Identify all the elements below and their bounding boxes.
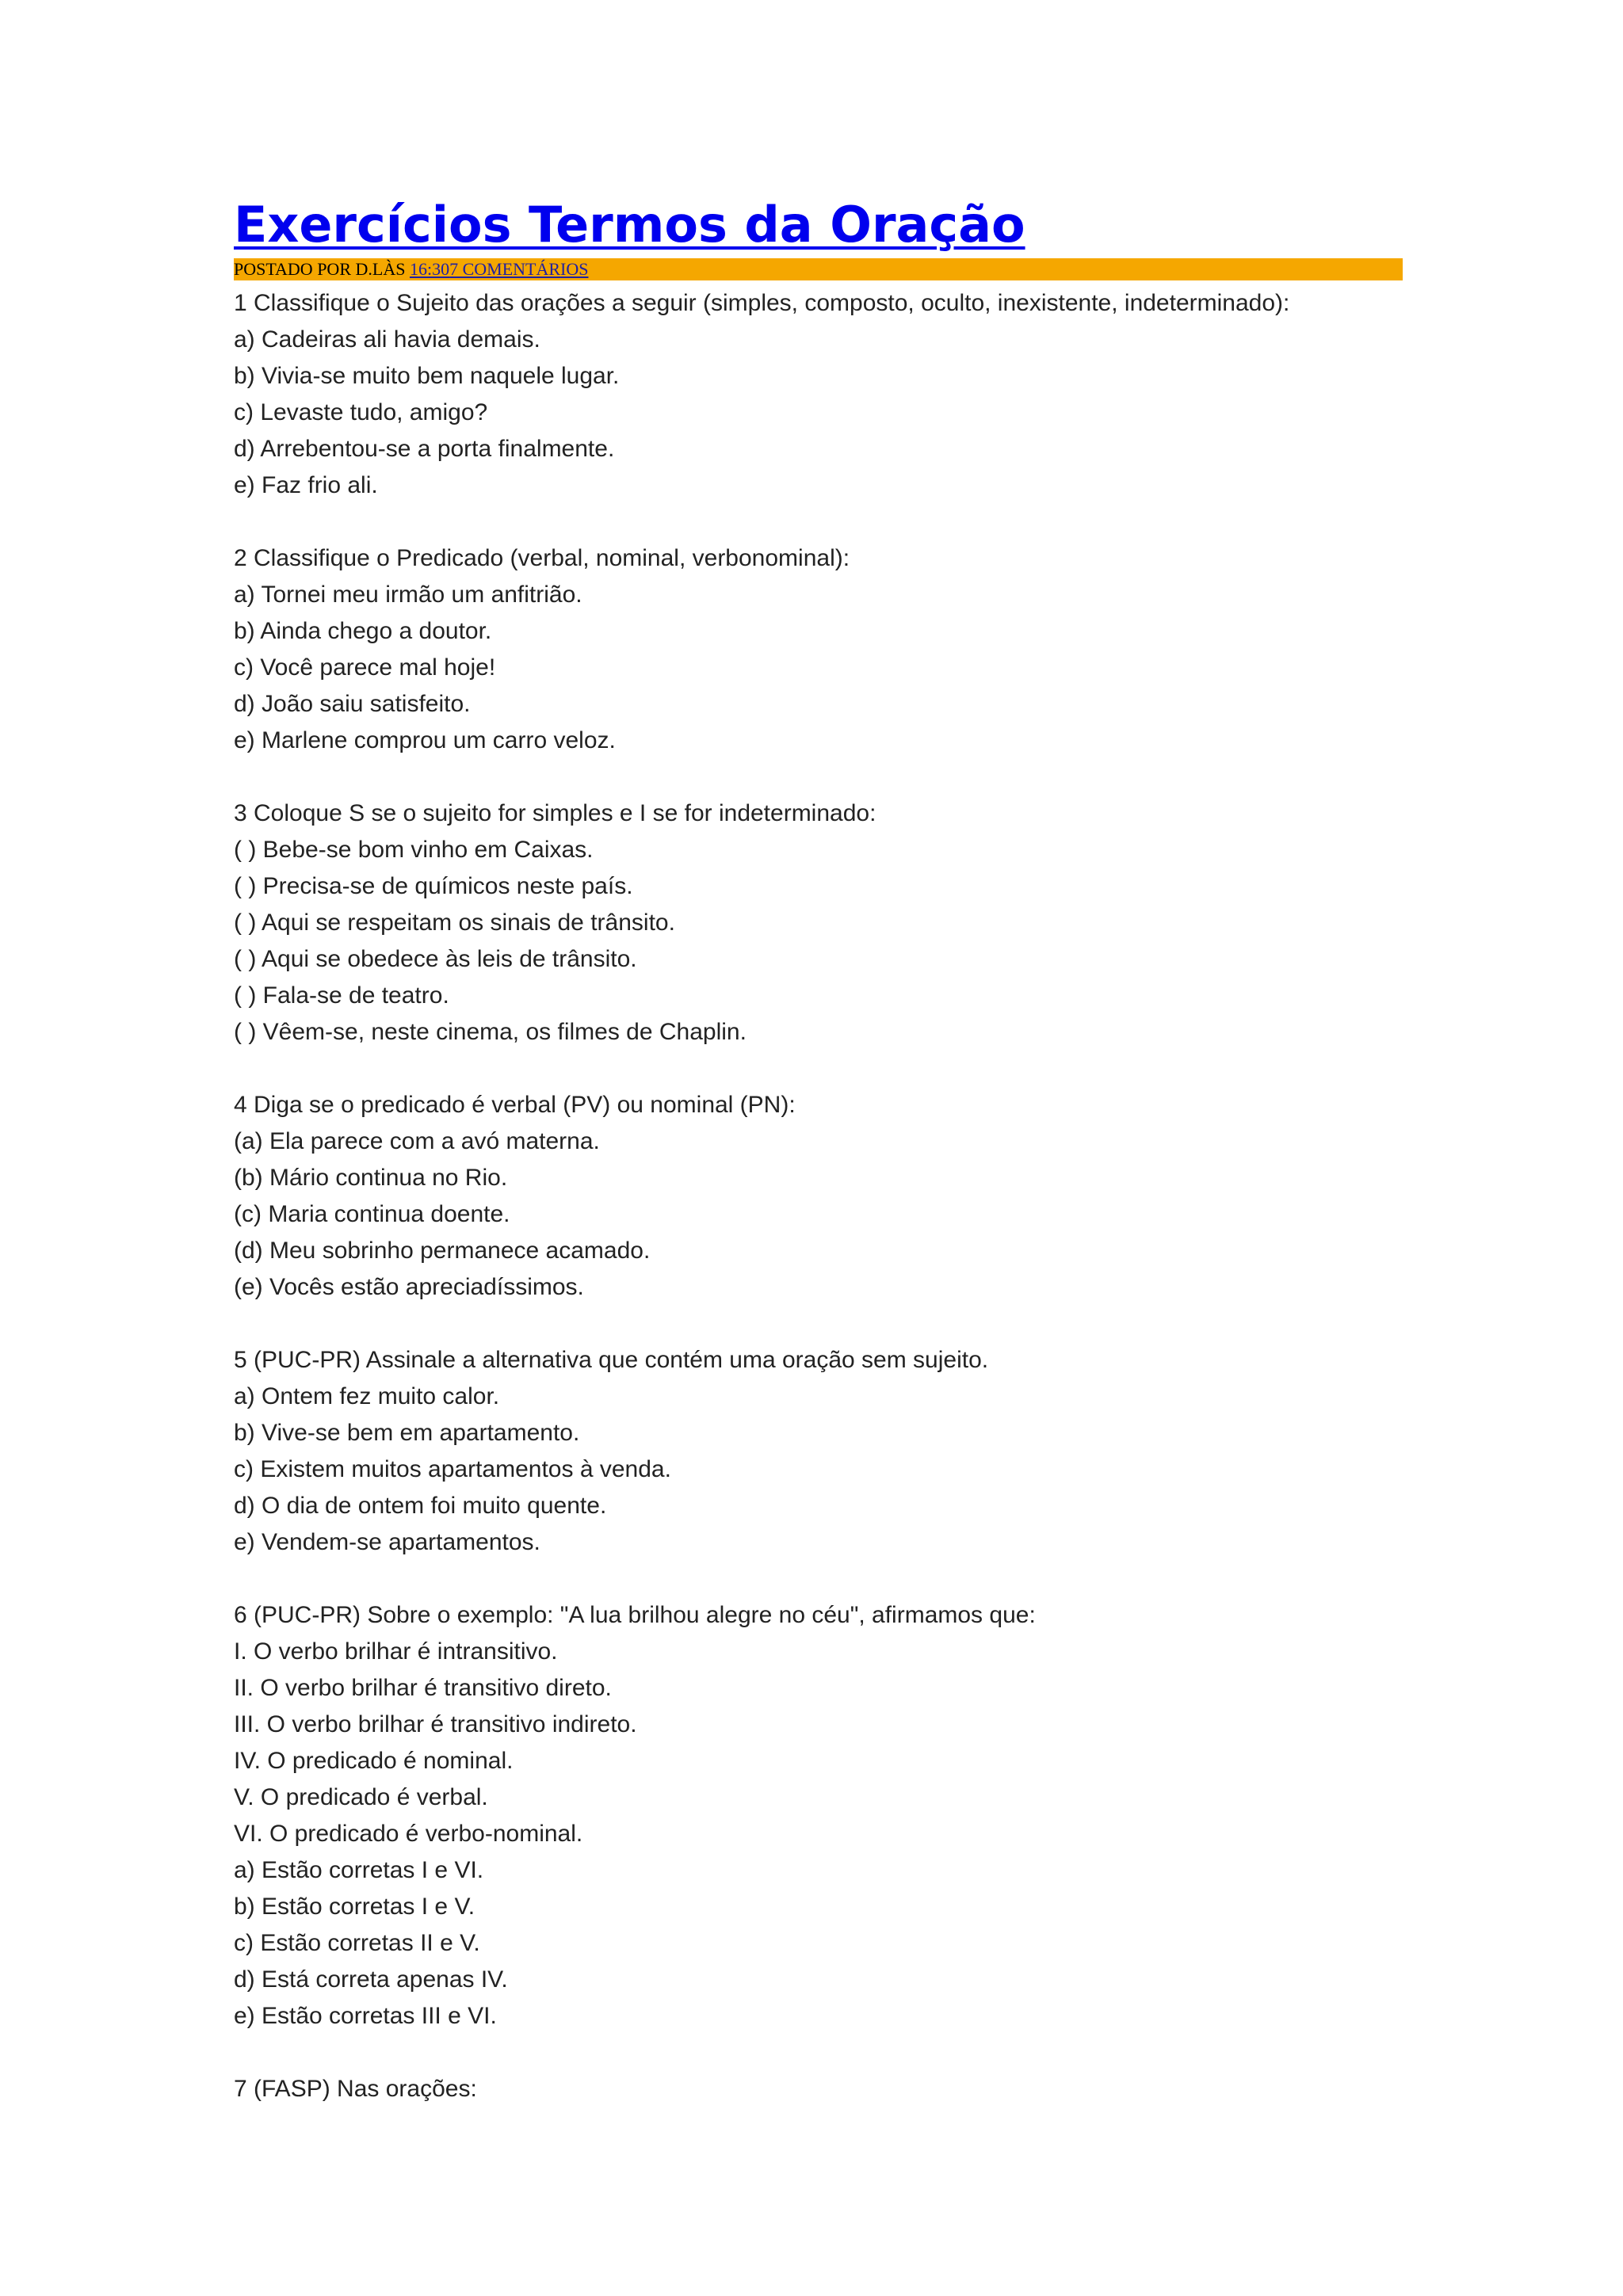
question-line: (b) Mário continua no Rio.: [234, 1165, 508, 1191]
document-page: [234, 196, 1403, 2107]
post-comments-link[interactable]: 7 COMENTÁRIOS: [449, 259, 589, 279]
question-prompt: 6 (PUC-PR) Sobre o exemplo: "A lua brilhou alegre no céu", afirmamos que:: [234, 1602, 1036, 1628]
question-line: d) Está correta apenas IV.: [234, 1966, 508, 1993]
post-title[interactable]: Exercícios Termos da Oração: [234, 196, 1025, 254]
paragraph-gap: [234, 2035, 1403, 2071]
question-line: b) Vive-se bem em apartamento.: [234, 1420, 580, 1446]
question-line: (a) Ela parece com a avó materna.: [234, 1128, 600, 1154]
post-time-link[interactable]: 16:30: [409, 259, 450, 279]
question-line: b) Estão corretas I e V.: [234, 1894, 475, 1920]
question-line: e) Estão corretas III e VI.: [234, 2003, 497, 2029]
question-line: II. O verbo brilhar é transitivo direto.: [234, 1675, 612, 1701]
question-line: ( ) Aqui se respeitam os sinais de trânsito.: [234, 910, 675, 936]
question-line: c) Você parece mal hoje!: [234, 654, 496, 681]
question-line: IV. O predicado é nominal.: [234, 1748, 514, 1774]
question-line: d) Arrebentou-se a porta finalmente.: [234, 436, 615, 462]
question-line: (e) Vocês estão apreciadíssimos.: [234, 1274, 584, 1300]
question-line: VI. O predicado é verbo-nominal.: [234, 1821, 583, 1847]
question-line: e) Vendem-se apartamentos.: [234, 1529, 540, 1555]
question-line: a) Tornei meu irmão um anfitrião.: [234, 582, 582, 608]
question-line: (c) Maria continua doente.: [234, 1201, 510, 1227]
question-prompt: 7 (FASP) Nas orações:: [234, 2076, 477, 2102]
question-line: b) Vivia-se muito bem naquele lugar.: [234, 363, 620, 389]
question-line: a) Cadeiras ali havia demais.: [234, 326, 540, 353]
paragraph-gap: [234, 1051, 1403, 1087]
paragraph-gap: [234, 1306, 1403, 1342]
question-line: III. O verbo brilhar é transitivo indireto.: [234, 1711, 637, 1737]
question-line: b) Ainda chego a doutor.: [234, 618, 492, 644]
question-line: a) Ontem fez muito calor.: [234, 1383, 500, 1409]
question-prompt: 3 Coloque S se o sujeito for simples e I se for indeterminado:: [234, 800, 876, 826]
question-line: a) Estão corretas I e VI.: [234, 1857, 484, 1883]
question-line: (d) Meu sobrinho permanece acamado.: [234, 1238, 651, 1264]
post-author: POSTADO POR D.LÀS: [234, 259, 410, 279]
question-prompt: 1 Classifique o Sujeito das orações a seguir (simples, composto, oculto, inexistente, indeterminado):: [234, 290, 1290, 316]
question-prompt: 2 Classifique o Predicado (verbal, nominal, verbonominal):: [234, 545, 850, 571]
question-prompt: 5 (PUC-PR) Assinale a alternativa que contém uma oração sem sujeito.: [234, 1347, 989, 1373]
question-line: ( ) Precisa-se de químicos neste país.: [234, 873, 633, 899]
question-prompt: 4 Diga se o predicado é verbal (PV) ou nominal (PN):: [234, 1092, 796, 1118]
post-body: [234, 285, 1403, 2107]
question-line: d) João saiu satisfeito.: [234, 691, 471, 717]
question-line: c) Estão corretas II e V.: [234, 1930, 480, 1956]
paragraph-gap: [234, 1561, 1403, 1597]
paragraph-gap: [234, 504, 1403, 540]
question-line: d) O dia de ontem foi muito quente.: [234, 1493, 607, 1519]
question-line: c) Levaste tudo, amigo?: [234, 399, 488, 425]
question-line: I. O verbo brilhar é intransitivo.: [234, 1638, 558, 1665]
question-line: ( ) Bebe-se bom vinho em Caixas.: [234, 837, 594, 863]
question-line: ( ) Vêem-se, neste cinema, os filmes de Chaplin.: [234, 1019, 747, 1045]
question-line: ( ) Fala-se de teatro.: [234, 982, 449, 1009]
post-meta-bar: [234, 258, 1403, 280]
question-line: c) Existem muitos apartamentos à venda.: [234, 1456, 671, 1482]
question-line: ( ) Aqui se obedece às leis de trânsito.: [234, 946, 637, 972]
question-line: e) Marlene comprou um carro veloz.: [234, 727, 616, 753]
question-line: V. O predicado é verbal.: [234, 1784, 488, 1810]
question-line: e) Faz frio ali.: [234, 472, 378, 498]
paragraph-gap: [234, 759, 1403, 795]
